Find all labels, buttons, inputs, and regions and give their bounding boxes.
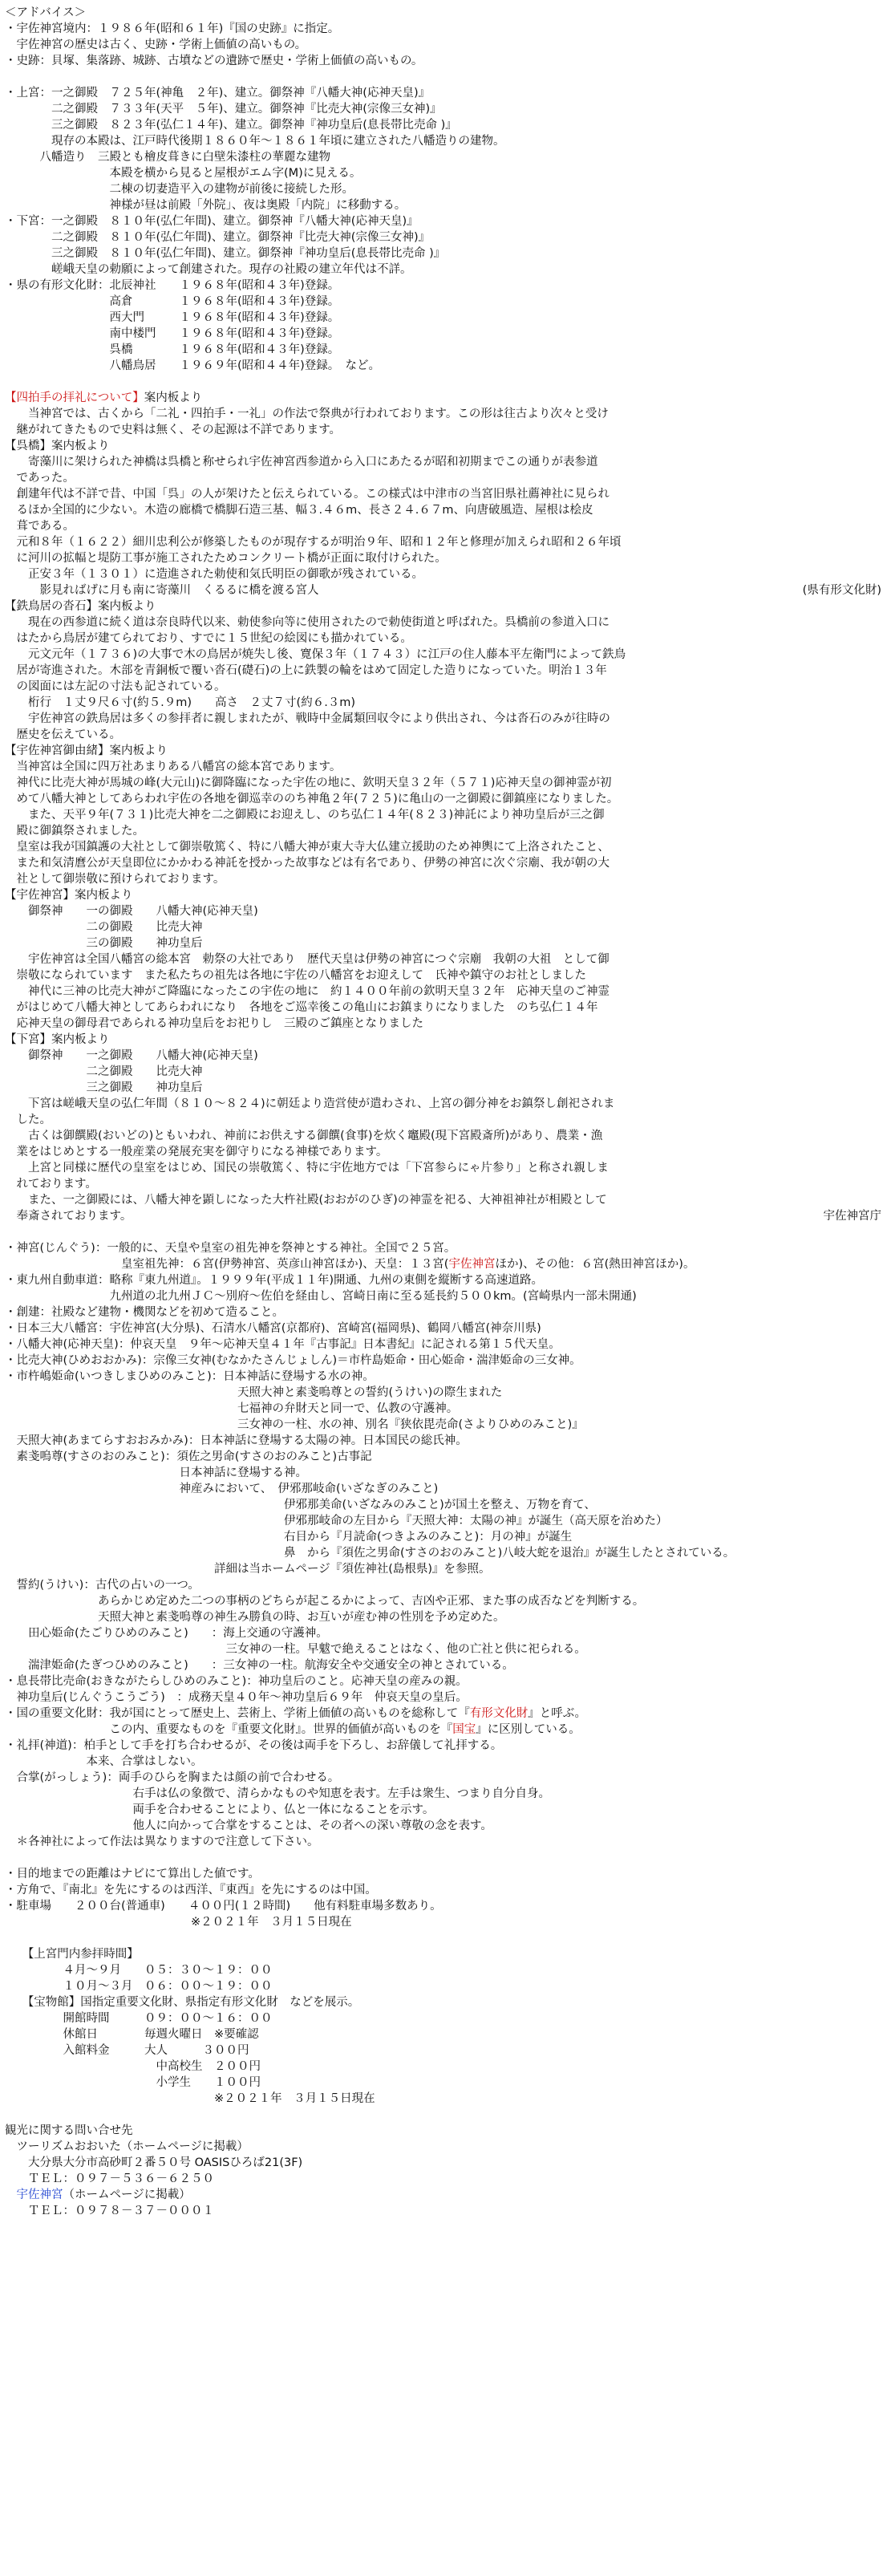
text-line — [5, 101, 442, 117]
text-line — [5, 294, 339, 310]
text-line — [5, 807, 605, 823]
text-line — [5, 984, 610, 1000]
text-line — [5, 133, 505, 149]
line-text: 宇佐神宮は全国八幡宮の総本宮 勅祭の大社であり 歴代天皇は伊勢の神宮につぐ宗廟 我朝の大祖 として御 — [5, 953, 610, 966]
line-text: 桁行 １丈９尺６寸(約５.９m) 高さ ２丈７寸(約６.３m) — [5, 696, 356, 709]
text-line — [5, 406, 609, 422]
text-line — [5, 390, 202, 406]
line-tail: 』と呼ぶ。 — [528, 1707, 587, 1720]
line-text: 伊邪那岐命の左目から『天照大神：太陽の神』が誕生（高天原を治めた） — [5, 1515, 668, 1527]
line-text: 神代に三神の比売大神がご降臨になったこの宇佐の地に 約１４００年前の欽明天皇３２年 応神天皇のご神霊 — [5, 985, 610, 998]
text-line — [5, 1192, 607, 1208]
text-line — [5, 1497, 596, 1513]
text-line — [5, 1834, 319, 1850]
line-text: 元和８年（１６２２）細川忠利公が修築したものが現存するが明治９年、昭和１２年と修理が加えられ昭和２６年頃 — [5, 536, 622, 549]
line-text: 上宮と同様に歴代の皇室をはじめ、国民の崇敬篤く、特に宇佐地方では「下宮参らにゃ片参り」と称され親しま — [5, 1162, 609, 1174]
line-text: めて八幡大神としてあらわれ宇佐の各地を御巡幸ののち神亀２年(７２５)に亀山の一之御殿に御鎮座になりました。 — [5, 793, 619, 805]
text-line — [5, 1898, 442, 1914]
line-text: 誓約(うけい)：古代の占いの一つ。 — [5, 1579, 200, 1592]
text-line — [5, 1433, 468, 1449]
text-line — [5, 1288, 637, 1304]
line-text: また、一之御殿には、八幡大神を顕しになった大杵社殿(おおがのひぎ)の神霊を祀る、大神祖神社が相殿として — [5, 1194, 607, 1207]
line-text: あらかじめ定めた二つの事柄のどちらが起こるかによって、吉凶や正邪、また事の成否などを判断する。 — [5, 1595, 645, 1608]
text-line — [5, 2059, 261, 2075]
line-text: 田心姫命(たごりひめのみこと) ：海上交通の守護神。 — [5, 1627, 328, 1640]
text-line — [5, 326, 339, 342]
text-line — [5, 823, 144, 839]
text-line — [5, 1369, 375, 1385]
text-line — [5, 5, 86, 21]
text-line — [5, 663, 607, 679]
text-line — [5, 711, 610, 727]
line-text: の図面には左記の寸法も記されている。 — [5, 680, 226, 693]
line-text: ツーリズムおおいた（ホームページに掲載） — [5, 2140, 249, 2153]
line-text: ・日本三大八幡宮：宇佐神宮(大分県)、石清水八幡宮(京都府)、宮崎宮(福岡県)、鶴岡八幡宮(神奈川県) — [5, 1322, 541, 1335]
text-line — [5, 647, 626, 663]
text-line — [5, 727, 121, 743]
line-text: 詳細は当ホームページ『須佐神社(島根県)』を参照。 — [5, 1563, 491, 1576]
text-line — [5, 1882, 377, 1898]
text-line — [5, 1706, 586, 1722]
text-line — [5, 1593, 644, 1609]
line-text: 三女神の一柱、水の神、別名『狭依毘売命(さよりひめのみこと)』 — [5, 1418, 584, 1431]
line-text: 葺である。 — [5, 520, 75, 533]
line-text: 三之御殿 神功皇后 — [5, 1081, 203, 1094]
text-line — [5, 839, 610, 855]
line-text: 【宝物館】国指定重要文化財、県指定有形文化財 などを展示。 — [5, 1996, 360, 2009]
line-text: 湍津姫命(たぎつひめのみこと) ：三女神の一柱。航海安全や交通安全の神とされている。 — [5, 1659, 514, 1672]
line-text: 三之御殿 ８２３年(弘仁１４年)、建立。御祭神『神功皇后(息長帯比売命 )』 — [5, 119, 457, 132]
text-line — [5, 2155, 302, 2171]
text-line — [5, 1545, 735, 1561]
line-text: 御祭神 一の御殿 八幡大神(応神天皇) — [5, 905, 258, 918]
line-text: 本殿を横から見ると屋根がエム字(M)に見える。 — [5, 167, 362, 180]
line-text: 【宇佐神宮】案内板より — [5, 889, 133, 902]
line-text: れております。 — [5, 1178, 97, 1191]
text-line — [5, 2123, 133, 2139]
text-line — [5, 1802, 434, 1818]
line-text: 現在の西参道に続く道は奈良時代以来、勅使参向等に使用されたので勅使街道と呼ばれた。呉橋前の参道入口に — [5, 616, 610, 629]
text-line — [5, 1256, 695, 1272]
line-text: であった。 — [5, 472, 75, 485]
line-text: 西大門 １９６８年(昭和４３年)登録。 — [5, 311, 340, 324]
text-line — [5, 486, 610, 502]
text-line — [5, 2043, 249, 2059]
text-line — [5, 759, 341, 775]
line-text: 業をはじめとする一般産業の発展充実を御守りになる神様であります。 — [5, 1146, 388, 1158]
text-line — [5, 582, 319, 598]
text-line — [5, 1657, 514, 1673]
text-line — [5, 1641, 586, 1657]
text-line — [5, 679, 226, 695]
line-text: 二之御殿 ７３３年(天平 ５年)、建立。御祭神『比売大神(宗像三女神)』 — [5, 103, 442, 116]
line-text: 皇室は我が国鎮護の大社として御崇敬篤く、特に八幡大神が東大寺大仏建立援助のため神輿にて上洛されたこと、 — [5, 841, 610, 854]
text-line — [5, 1080, 203, 1096]
text-line — [5, 1994, 359, 2010]
text-line — [5, 2026, 259, 2043]
text-line — [5, 550, 447, 566]
text-line — [5, 1481, 438, 1497]
text-line — [5, 631, 412, 647]
line-text: 当神宮では、古くから「二礼・四拍手・一礼」の作法で祭典が行われております。この形は往古より次々と受け — [5, 408, 609, 420]
line-text: 当神宮は全国に四万社あまりある八幡宮の総本宮であります。 — [5, 761, 342, 773]
text-line — [5, 1609, 505, 1625]
text-line — [5, 951, 610, 968]
text-line — [5, 1385, 502, 1401]
line-text: ・方角で、『南北』を先にするのは西洋、『東西』を先にするのは中国。 — [5, 1884, 377, 1897]
text-line — [5, 310, 339, 326]
text-line — [5, 165, 361, 181]
text-line — [5, 1320, 541, 1337]
text-line — [5, 2091, 375, 2107]
line-text: ・下宮：一之御殿 ８１０年(弘仁年間)、建立。御祭神『八幡大神(応神天皇)』 — [5, 215, 419, 228]
text-line — [5, 1304, 284, 1320]
line-text: 社として御崇敬に預けられております。 — [5, 873, 225, 886]
text-line — [5, 534, 622, 550]
line-text: 天照大神と素戔嗚尊の神生み勝負の時、お互いが産む神の性別を予め定めた。 — [5, 1611, 505, 1624]
text-line — [5, 1561, 491, 1577]
line-text: 宇佐神宮の歴史は古く、史跡・学術上価値の高いもの。 — [5, 39, 307, 51]
text-line — [5, 1240, 456, 1256]
line-text: 【上宮門内参拝時間】 — [5, 1948, 139, 1961]
text-line — [5, 181, 354, 197]
line-text: ・東九州自動車道：略称『東九州道』。１９９９年(平成１１年)開通、九州の東側を縦断する高速道路。 — [5, 1274, 544, 1287]
line-text: 南中楼門 １９６８年(昭和４３年)登録。 — [5, 327, 340, 340]
text-line — [5, 2171, 214, 2187]
line-text: 休館日 毎週火曜日 ※要確認 — [5, 2028, 259, 2041]
text-line — [5, 968, 586, 984]
text-line — [5, 1144, 387, 1160]
line-text: 開館時間 ０９：００～１６：００ — [5, 2012, 273, 2025]
line-text: 【四拍手の拝礼について】 — [5, 391, 144, 404]
line-text: はたから鳥居が建てられており、すでに１５世紀の絵図にも描かれている。 — [5, 632, 412, 645]
line-text: ４月～９月 ０５：３０～１９：００ — [5, 1964, 273, 1977]
text-line — [5, 919, 203, 935]
line-text: ・神宮(じんぐう)：一般的に、天皇や皇室の祖先神を祭神とする神社。全国で２５宮。 — [5, 1242, 456, 1255]
line-text: に河川の拡幅と堤防工事が施工されたためコンクリート橋が正面に取付けられた。 — [5, 552, 447, 565]
text-line — [5, 1866, 260, 1882]
line-text: 天照大神(あまてらすおおみかみ)：日本神話に登場する太陽の神。日本国民の総氏神。 — [5, 1434, 468, 1447]
line-text: 正安３年（１３０１）に造進された勅使和気氏明臣の御歌が残されている。 — [5, 568, 423, 581]
line-tail: 案内板より — [144, 391, 203, 404]
text-line — [5, 518, 75, 534]
line-text: 呉橋 １９６８年(昭和４３年)登録。 — [5, 343, 340, 356]
line-text: 右目から『月読命(つきよみのみこと)：月の神』が誕生 — [5, 1531, 573, 1544]
line-text: 本来、合掌はしない。 — [5, 1755, 203, 1768]
text-line — [5, 1770, 339, 1786]
text-line — [5, 1577, 200, 1593]
line-text: 居が寄進された。木部を青銅板で覆い沓石(礎石)の上に鉄製の輪をはめて固定した造りになっていた。明治１３年 — [5, 664, 607, 677]
line-text: がはじめて八幡大神としてあらわれになり 各地をご巡幸後この亀山にお鎮まりになりました のち弘仁１４年 — [5, 1001, 598, 1014]
text-line — [5, 615, 610, 631]
text-line — [5, 213, 419, 229]
text-line — [5, 278, 339, 294]
line-text: 天照大神と素戔嗚尊との誓約(うけい)の際生まれた — [5, 1386, 503, 1399]
line-text: 創建年代は不詳で昔、中国「呉」の人が架けたと伝えられている。この様式は中津市の当宮旧県社薦神社に見られ — [5, 488, 610, 501]
line-text: 継がれてきたもので史料は無く、その起源は不詳であります。 — [5, 424, 342, 436]
line-text: 右手は仏の象徴で、清らかなものや知恵を表す。左手は衆生、つまり自分自身。 — [5, 1787, 551, 1800]
line-text: 二の御殿 比売大神 — [5, 921, 203, 934]
text-line — [5, 2139, 249, 2155]
text-line — [5, 149, 330, 165]
text-line — [5, 1786, 550, 1802]
line-text: 九州道の北九州ＪＣ～別府～佐伯を経由し、宮崎日南に至る延長約５００km。(宮崎県内一部未開通) — [5, 1290, 637, 1303]
line-text: 寄藻川に架けられた神橋は呉橋と称せられ宇佐神宮西参道から入口にあたるが昭和初期までこの通りが表参道 — [5, 456, 598, 469]
line-text: ＊各神社によって作法は異なりますので注意して下さい。 — [5, 1836, 319, 1848]
text-line — [5, 358, 380, 374]
line-text: 高倉 １９６８年(昭和４３年)登録。 — [5, 295, 340, 308]
text-line — [5, 566, 423, 582]
line-text: 宇佐神宮 — [5, 2189, 63, 2201]
line-text: 神代に比売大神が馬城の峰(大元山)に御降臨になった宇佐の地に、欽明天皇３２年（５７１)応神天皇の御神霊が初 — [5, 777, 612, 789]
right-aligned-note: (県有形文化財) — [802, 584, 881, 597]
line-text: 三女神の一柱。早魃で絶えることはなく、他の亡社と供に祀られる。 — [5, 1643, 586, 1656]
text-line — [5, 1625, 328, 1641]
line-text: ・八幡大神(応神天皇)：仲哀天皇 ９年～応神天皇４１年『古事記』日本書紀』に記される第１５代天皇。 — [5, 1338, 561, 1351]
line-text: 二之御殿 比売大神 — [5, 1065, 203, 1078]
line-text: 奉斎されております。 — [5, 1210, 132, 1223]
line-text: 日本神話に登場する神。 — [5, 1466, 307, 1479]
text-line — [5, 229, 430, 245]
right-aligned-note: 宇佐神宮庁 — [823, 1210, 881, 1223]
text-line — [5, 438, 110, 454]
text-line — [5, 1946, 139, 1962]
text-line — [5, 422, 341, 438]
line-text: ・駐車場 ２００台(普通車) ４００円(１２時間) 他有料駐車場多数あり。 — [5, 1900, 442, 1913]
text-line — [5, 887, 133, 903]
text-line — [5, 775, 611, 791]
line-text: 神功皇后(じんぐうこうごう) ：成務天皇４０年～神功皇后６９年 仲哀天皇の皇后。 — [5, 1691, 468, 1704]
line-text: ・目的地までの距離はナビにて算出した値です。 — [5, 1868, 260, 1880]
text-line — [5, 2075, 261, 2091]
text-line — [5, 1962, 273, 1978]
text-line — [5, 695, 355, 711]
line-text: 二之御殿 ８１０年(弘仁年間)、建立。御祭神『比売大神(宗像三女神)』 — [5, 231, 431, 244]
text-line — [5, 1016, 423, 1032]
line-text: 伊邪那美命(いざなみのみこと)が国土を整え、万物を育て、 — [5, 1499, 596, 1511]
text-line — [5, 903, 258, 919]
line-text: 宇佐神宮の鉄鳥居は多くの参拝者に親しまれたが、戦時中金属類回収令により供出され、今は沓石のみが往時の — [5, 712, 610, 725]
text-line — [5, 1914, 352, 1930]
text-line — [5, 743, 168, 759]
line-text: 嵯峨天皇の勅願によって創建された。現存の社殿の建立年代は不詳。 — [5, 263, 412, 276]
line-text: また、天平９年(７３１)比売大神を二之御殿にお迎えし、のち弘仁１４年(８２３)神託により神功皇后が三之御 — [5, 809, 605, 821]
text-line — [5, 1417, 584, 1433]
line-text: この内、重要なものを『重要文化財』。世界的価値が高いものを『 — [5, 1723, 453, 1736]
line-text: 観光に関する問い合せ先 — [5, 2124, 133, 2137]
text-line — [5, 1160, 609, 1176]
line-text: 八幡造り 三殿とも檜皮葺きに白壁朱漆柱の華麗な建物 — [5, 151, 330, 164]
line-text: ・息長帯比売命(おきながたらしひめのみこと)：神功皇后のこと。応神天皇の産みの親。 — [5, 1675, 468, 1688]
line-text: 素戔嗚尊(すさのおのみこと)：須佐之男命(すさのおのみこと)古事記 — [5, 1450, 372, 1463]
text-line — [5, 1208, 132, 1224]
line-text: ・国の重要文化財：我が国にとって歴史上、芸術上、学術上価値の高いものを総称して『 — [5, 1707, 470, 1720]
line-tail: 』に区別している。 — [476, 1723, 581, 1736]
line-text: 【下宮】案内板より — [5, 1033, 110, 1046]
text-line — [5, 1722, 581, 1738]
line-text: ※２０２１年 ３月１５日現在 — [5, 2092, 375, 2105]
line-text: 合掌(がっしょう)：両手のひらを胸または顔の前で合わせる。 — [5, 1771, 340, 1784]
line-text: 崇敬になられています また私たちの祖先は各地に宇佐の八幡宮をお迎えして 氏神や鎮守のお社としました — [5, 969, 586, 982]
text-line — [5, 1818, 492, 1834]
line-text: 【宇佐神宮御由緒】案内板より — [5, 744, 168, 757]
text-line — [5, 1272, 543, 1288]
text-line — [5, 1401, 458, 1417]
line-text: 両手を合わせることにより、仏と一体になることを示す。 — [5, 1803, 435, 1816]
text-line — [5, 1673, 468, 1690]
text-line — [5, 470, 75, 486]
highlighted-term: 有形文化財 — [469, 1707, 529, 1720]
line-text: 三之御殿 ８１０年(弘仁年間)、建立。御祭神『神功皇后(息長帯比売命 )』 — [5, 247, 446, 260]
text-line — [5, 117, 457, 133]
text-line — [5, 1064, 203, 1080]
line-text: 古くは御饌殿(おいどの)ともいわれ、神前にお供えする御饌(食事)を炊く竈殿(現下宮殿斎所)があり、農業・漁 — [5, 1130, 603, 1142]
line-text: 皇室祖先神：６宮(伊勢神宮、英彦山神宮ほか)、天皇：１３宮( — [5, 1258, 449, 1271]
line-text: 小学生 １００円 — [5, 2076, 261, 2089]
line-text: 下宮は嵯峨天皇の弘仁年間（８１０～８２４)に朝廷より造営使が遣わされ、上宮の御分神をお鎮祭し創祀されま — [5, 1097, 615, 1110]
text-line — [5, 502, 593, 518]
text-line — [5, 1978, 273, 1994]
line-text: ・創建：社殿など建物・機関などを初めて造ること。 — [5, 1306, 284, 1319]
text-line — [5, 1337, 561, 1353]
text-line — [5, 37, 306, 53]
text-line — [5, 1465, 307, 1481]
highlighted-term: 国宝 — [452, 1723, 476, 1736]
text-line — [5, 2187, 191, 2203]
line-text: 【呉橋】案内板より — [5, 440, 110, 452]
line-text: 七福神の弁財天と同一で、仏教の守護神。 — [5, 1402, 459, 1415]
line-text: 元文元年（１７３６)の大事で木の鳥居が焼失し後、寛保３年（１７４３）に江戸の住人藤本平左衛門によって鉄鳥 — [5, 648, 626, 661]
text-line — [5, 1128, 602, 1144]
line-text: ・史跡：貝塚、集落跡、城跡、古墳などの遺跡で歴史・学術上価値の高いもの。 — [5, 55, 423, 67]
line-text: ＜アドバイス＞ — [5, 6, 87, 19]
line-text: ・市杵嶋姫命(いつきしまひめのみこと)：日本神話に登場する水の神。 — [5, 1370, 375, 1383]
line-text: した。 — [5, 1114, 51, 1126]
text-line — [5, 53, 423, 69]
text-line — [5, 454, 598, 470]
line-text: 現存の本殿は、江戸時代後期１８６０年～１８６１年頃に建立された八幡造りの建物。 — [5, 135, 505, 148]
text-line — [5, 1176, 97, 1192]
line-text: 大分県大分市高砂町２番５０号 OASISひろば21(3F) — [5, 2156, 303, 2169]
line-text: ＴＥＬ：０９７－５３６－６２５０ — [5, 2172, 214, 2185]
line-tail: ほか)、その他：６宮(熱田神宮ほか)。 — [495, 1258, 695, 1271]
text-line — [5, 262, 412, 278]
line-text: また和気清麿公が天皇即位にかかわる神託を授かった故事などは有名であり、伊勢の神宮に次ぐ宗廟、我が朝の大 — [5, 857, 610, 870]
line-tail: （ホームページに掲載） — [63, 2189, 191, 2201]
text-line — [5, 1513, 668, 1529]
line-text: 応神天皇の御母君であられる神功皇后をお祀りし 三殿のご鎮座となりました — [5, 1017, 423, 1030]
text-line — [5, 1000, 598, 1016]
line-text: ・比売大神(ひめおおかみ)：宗像三女神(むなかたさんじょしん)＝市杵島姫命・田心姫命・湍津姫命の三女神。 — [5, 1354, 581, 1367]
text-line — [5, 871, 225, 887]
line-text: るほか全国的に少ない。木造の廊橋で橋脚石造三基、幅３.４６m、長さ２４.６７m、向唐破風造、屋根は桧皮 — [5, 504, 593, 517]
text-line — [5, 598, 156, 615]
line-text: 二棟の切妻造平入の建物が前後に接続した形。 — [5, 183, 354, 196]
line-text: ＴＥＬ：０９７８－３７－０００１ — [5, 2205, 214, 2217]
line-text: 殿に御鎮祭されました。 — [5, 825, 144, 838]
line-text: ・県の有形文化財：北辰神社 １９６８年(昭和４３年)登録。 — [5, 279, 340, 292]
line-text: 三の御殿 神功皇后 — [5, 937, 203, 950]
line-text: 神様が昼は前殿「外院」、夜は奥殿「内院」に移動する。 — [5, 199, 407, 212]
line-text: 中高校生 ２００円 — [5, 2060, 261, 2073]
line-text: 神産みにおいて、 伊邪那岐命(いざなぎのみこと) — [5, 1483, 439, 1495]
line-text: 鼻 から『須佐之男命(すさのおのみこと)八岐大蛇を退治』が誕生したとされている。 — [5, 1547, 735, 1560]
text-line — [5, 1449, 372, 1465]
line-text: 【鉄鳥居の沓石】案内板より — [5, 600, 156, 613]
text-line — [5, 197, 406, 213]
line-text: 八幡鳥居 １９６９年(昭和４４年)登録。 など。 — [5, 359, 381, 372]
line-text: 歴史を伝えている。 — [5, 728, 121, 741]
text-line — [5, 1353, 581, 1369]
line-text: 他人に向かって合掌をすることは、その者への深い尊敬の念を表す。 — [5, 1819, 492, 1832]
text-line — [5, 1690, 468, 1706]
text-line — [5, 2203, 214, 2219]
text-line — [5, 21, 339, 37]
line-text: ※２０２１年 ３月１５日現在 — [5, 1916, 352, 1929]
text-line — [5, 855, 610, 871]
text-line — [5, 791, 618, 807]
text-line — [5, 1112, 51, 1128]
highlighted-term: 宇佐神宮 — [448, 1258, 496, 1271]
text-line — [5, 1032, 110, 1048]
text-line — [5, 1529, 572, 1545]
line-text: １０月～３月 ０６：００～１９：００ — [5, 1980, 273, 1993]
text-line — [5, 935, 203, 951]
text-line — [5, 2010, 273, 2026]
text-line — [5, 1754, 203, 1770]
line-text: ・上宮：一之御殿 ７２５年(神亀 ２年)、建立。御祭神『八幡大神(応神天皇)』 — [5, 87, 431, 99]
line-text: ・礼拝(神道)：柏手として手を打ち合わせるが、その後は両手を下ろし、お辞儀して礼拝する。 — [5, 1739, 503, 1752]
line-text: ・宇佐神宮境内：１９８６年(昭和６１年)『国の史跡』に指定。 — [5, 22, 340, 35]
line-text: 影見ればげに月も南に寄藻川 くるるに橋を渡る宮人 — [5, 584, 319, 597]
text-line — [5, 85, 430, 101]
text-line — [5, 245, 445, 262]
line-text: 御祭神 一之御殿 八幡大神(応神天皇) — [5, 1049, 258, 1062]
text-line — [5, 342, 339, 358]
text-line — [5, 1738, 502, 1754]
text-line — [5, 1096, 615, 1112]
text-line — [5, 1048, 258, 1064]
line-text: 入館料金 大人 ３００円 — [5, 2044, 249, 2057]
